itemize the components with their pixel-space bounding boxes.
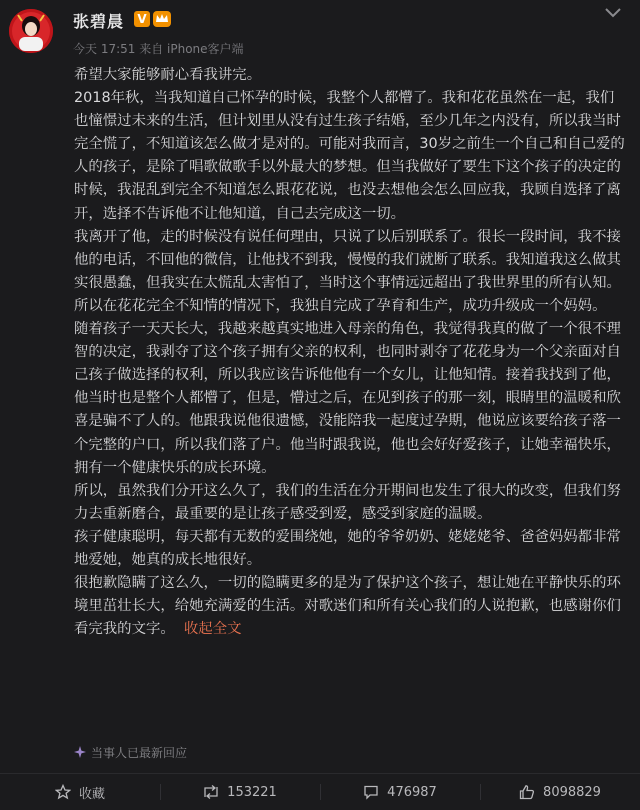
post-paragraph: 2018年秋，当我知道自己怀孕的时候，我整个人都懵了。我和花花虽然在一起，我们也憧憬过未来的生活，但计划里从没有过生孩子结婚，至少几年之内没有，所以我当时完全慌了，不知道该怎么做才是对的。可能对我而言，30岁之前生一个自己和自己爱的人的孩子，是除了唱歌做歌手以外最大的梦想。但当我做好了要生下这个孩子的决定的时候，我混乱到完全不知道怎么跟花花说，也没去想他会怎么回应我，我顾自选择了离开，选择不告诉他不让他知道，自己去完成这一切。 xyxy=(74,90,625,222)
post-body xyxy=(74,64,626,641)
comment-icon xyxy=(363,784,379,800)
post-last-text: 很抱歉隐瞒了这么久，一切的隐瞒更多的是为了保护这个孩子，想让她在平静快乐的环境里茁壮长大，给她充满爱的生活。对歌迷们和所有关心我们的人说抱歉，也感谢你们看完我的文字。 xyxy=(74,575,621,638)
like-button[interactable] xyxy=(480,774,640,810)
favorite-button[interactable] xyxy=(0,774,160,810)
verified-v-icon: V xyxy=(134,11,150,27)
comment-button[interactable] xyxy=(320,774,480,810)
post-paragraph: 我离开了他，走的时候没有说任何理由，只说了以后别联系了。很长一段时间，我不接他的电话，不回他的微信，让他找不到我，慢慢的我们就断了联系。我知道我这么做其实很愚蠢，但我实在太慌乱太害怕了，当时这个事情远远超出了我世界里的所有认知。所以在花花完全不知情的情况下，我独自完成了孕育和生产，成功升级成一个妈妈。 xyxy=(74,228,621,314)
avatar[interactable] xyxy=(9,9,53,53)
post-paragraph: 希望大家能够耐心看我讲完。 xyxy=(74,67,262,83)
repost-count: 153221 xyxy=(227,784,277,800)
repost-icon xyxy=(203,784,219,800)
thumbs-up-icon xyxy=(519,784,535,800)
post-paragraph: 随着孩子一天天长大，我越来越真实地进入母亲的角色，我觉得我真的做了一个很不理智的决定，我剥夺了这个孩子拥有父亲的权利，也同时剥夺了花花身为一个父亲面对自己孩子做选择的权利，所以我应该告诉他他有一个女儿，让他知情。接着我找到了他，他当时也是整个人都懵了，但是，懵过之后，在见到孩子的那一刻，眼睛里的温暖和欣喜是骗不了人的。他跟我说他很遗憾，没能陪我一起度过孕期，他说应该要给孩子落一个完整的户口，所以我们落了户。他当时跟我说，他也会好好爱孩子，让她幸福快乐，拥有一个健康快乐的成长环境。 xyxy=(74,321,621,476)
star-icon xyxy=(55,784,71,800)
repost-button[interactable] xyxy=(160,774,320,810)
username[interactable]: 张碧晨 xyxy=(73,12,125,31)
post-header xyxy=(0,0,640,62)
vip-crown-icon[interactable] xyxy=(153,10,171,28)
like-count: 8098829 xyxy=(543,784,601,800)
reply-note-text: 当事人已最新回应 xyxy=(91,745,188,760)
sparkle-icon xyxy=(73,745,87,759)
collapse-link[interactable]: 收起全文 xyxy=(183,621,242,638)
post-paragraph: 所以，虽然我们分开这么久了，我们的生活在分开期间也发生了很大的改变，但我们努力去重新磨合，最重要的是让孩子感受到爱，感受到家庭的温暖。 xyxy=(74,482,621,522)
comment-count: 476987 xyxy=(387,784,437,800)
post-paragraph: 孩子健康聪明，每天都有无数的爱围绕她，她的爷爷奶奶、姥姥姥爷、爸爸妈妈都非常地爱她，她真的成长地很好。 xyxy=(74,528,621,568)
action-toolbar xyxy=(0,773,640,810)
avatar-image xyxy=(9,9,53,53)
favorite-label: 收藏 xyxy=(78,786,105,802)
reply-note[interactable] xyxy=(73,744,187,760)
chevron-down-icon[interactable] xyxy=(604,6,622,20)
post-meta: 今天 17:51 来自 iPhone客户端 xyxy=(73,42,244,56)
post-paragraph-last xyxy=(74,572,626,641)
